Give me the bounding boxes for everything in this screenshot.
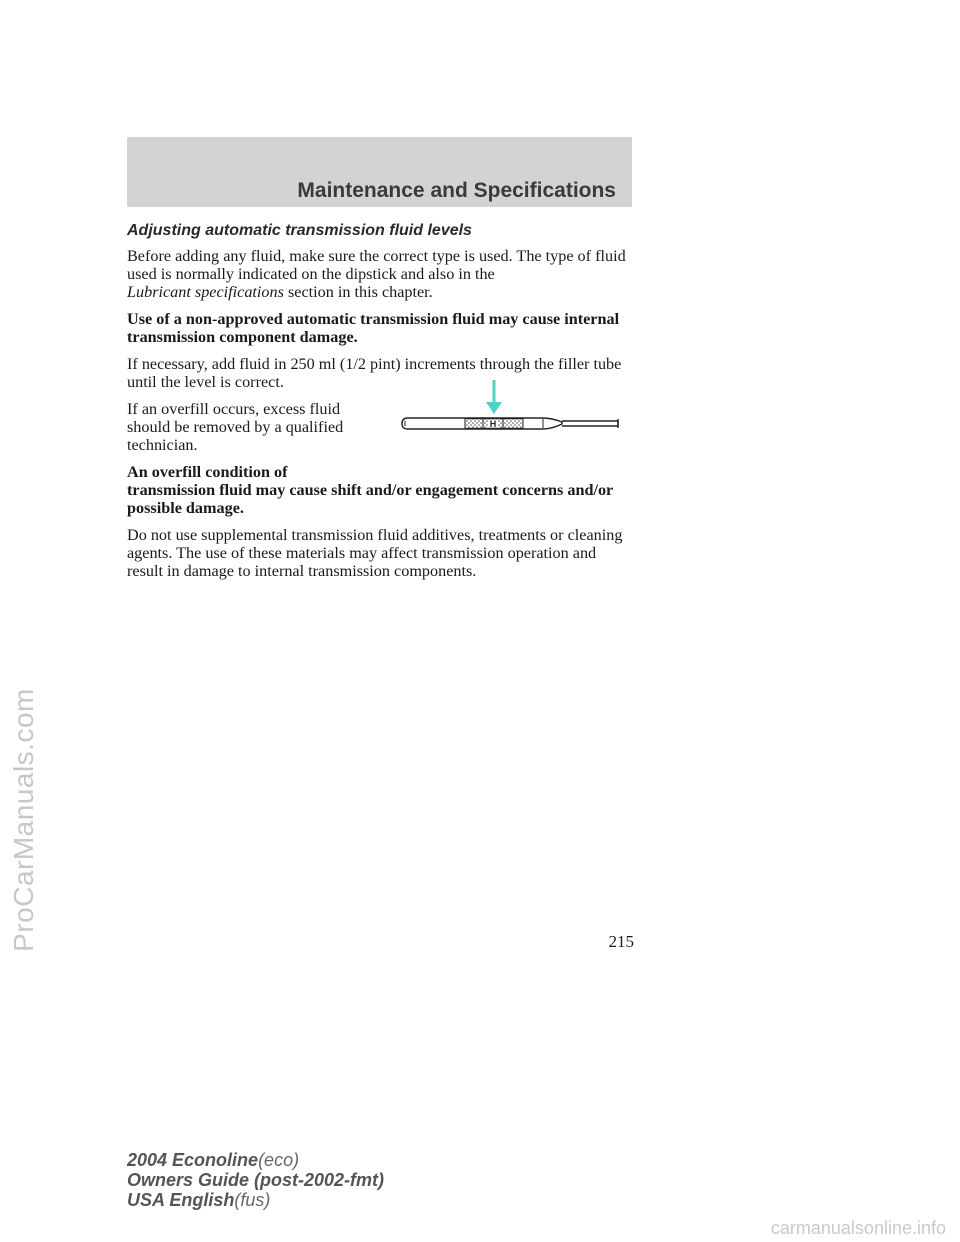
footer-guide: Owners Guide (post-2002-fmt): [127, 1170, 385, 1190]
footer-model: 2004 Econoline: [127, 1150, 259, 1170]
warning-overfill: [127, 463, 632, 517]
footer-line-model: [127, 1150, 384, 1170]
footer-language: USA English: [127, 1190, 235, 1210]
paragraph-fluid-type: [127, 247, 632, 301]
dipstick-diagram: [400, 378, 626, 438]
paragraph-text: Before adding any fluid, make sure the correct type is used. The type of fluid used is normally indicated on the dipstick and also in the: [127, 247, 626, 283]
dipstick-illustration: [400, 378, 626, 438]
warning-overfill-line1: An overfill condition of: [127, 463, 288, 481]
header-band: [127, 137, 632, 207]
paragraph-no-additives: Do not use supplemental transmission fluid additives, treatments or cleaning agents. The use of these materials may affect transmission operation and result in damage to internal transmission components.: [127, 526, 623, 580]
paragraph-add-fluid: If necessary, add fluid in 250 ml (1/2 pint) increments through the filler tube until the level is correct.: [127, 355, 622, 391]
paragraph-tail: section in this chapter.: [287, 283, 433, 301]
warning-non-approved-fluid: Use of a non-approved automatic transmission fluid may cause internal transmission component damage.: [127, 310, 620, 346]
dipstick-mark-label: H: [489, 419, 497, 429]
level-arrow-head: [486, 402, 502, 414]
dipstick-shaft: [562, 421, 618, 426]
lubricant-specifications-reference: Lubricant specifications: [127, 283, 284, 301]
side-watermark-text: ProCarManuals.com: [8, 688, 39, 952]
footer-line-language: [127, 1190, 384, 1210]
section-heading: Adjusting automatic transmission fluid levels: [127, 222, 472, 239]
warning-overfill-rest: transmission fluid may cause shift and/or engagement concerns and/or possible damage.: [127, 481, 613, 517]
chapter-title: Maintenance and Specifications: [297, 179, 616, 202]
footer-model-code: (eco): [258, 1150, 300, 1170]
page-number: 215: [608, 932, 634, 951]
footer-line-guide: [127, 1170, 384, 1190]
bottom-watermark: carmanualsonline.info: [770, 1218, 946, 1238]
paragraph-overfill: If an overfill occurs, excess fluid should be removed by a qualified technician.: [127, 400, 344, 454]
document-footer: [127, 1150, 384, 1210]
side-watermark: [4, 0, 44, 1242]
footer-language-code: (fus): [234, 1190, 271, 1210]
